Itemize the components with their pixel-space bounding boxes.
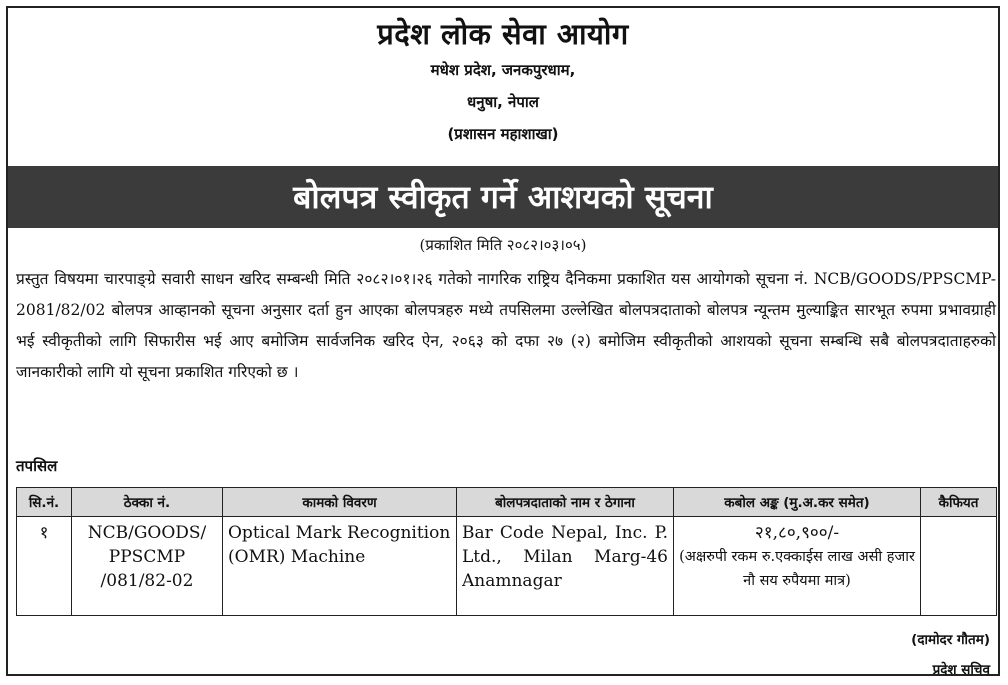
- header-amount: कबोल अङ्क (मु.अ.कर समेत): [674, 488, 921, 517]
- schedule-label: तपसिल: [16, 457, 58, 475]
- notice-document: [6, 6, 1000, 676]
- amount-in-words: (अक्षरुपी रकम रु.एक्काईस लाख असी हजार नौ सय रुपैयमा मात्र): [679, 549, 915, 589]
- notice-header: [8, 8, 998, 150]
- cell-contract-no: NCB/GOODS/ PPSCMP /081/82-02: [72, 517, 223, 616]
- organization-title: प्रदेश लोक सेवा आयोग: [377, 17, 629, 51]
- bid-results-table: [16, 487, 997, 616]
- header-bidder: बोलपत्रदाताको नाम र ठेगाना: [457, 488, 674, 517]
- signatory-name: (दामोदर गौतम): [911, 632, 990, 648]
- signatory-block: [911, 625, 990, 685]
- table-row: [17, 517, 997, 616]
- cell-bidder: Bar Code Nepal, Inc. P. Ltd., Milan Marg-46 Anamnagar: [457, 517, 674, 616]
- cell-serial-no: १: [17, 517, 72, 616]
- header-contract-no: ठेक्का नं.: [72, 488, 223, 517]
- amount-figure: २१,८०,९००/-: [754, 523, 840, 543]
- cell-amount: [674, 517, 921, 616]
- table-header-row: [17, 488, 997, 517]
- address-line-1: मधेश प्रदेश, जनकपुरधाम,: [430, 61, 576, 79]
- header-serial-no: सि.नं.: [17, 488, 72, 517]
- signatory-designation: प्रदेश सचिव: [932, 662, 990, 678]
- department-name: (प्रशासन महाशाखा): [447, 125, 559, 143]
- cell-description: Optical Mark Recognition (OMR) Machine: [223, 517, 457, 616]
- header-description: कामको विवरण: [223, 488, 457, 517]
- notice-title-banner: बोलपत्र स्वीकृत गर्ने आशयको सूचना: [8, 166, 998, 228]
- cell-remarks: [921, 517, 997, 616]
- address-line-2: धनुषा, नेपाल: [467, 93, 539, 111]
- notice-body-paragraph: प्रस्तुत विषयमा चारपाङ्ग्रे सवारी साधन खरिद सम्बन्धी मिति २०८२।०१।२६ गतेको नागरिक राष्ट्रिय दैनिकमा प्रकाशित यस आयोगको सूचना नं. NCB/GOODS/PPSCMP-2081/82/02 बोलपत्र आव्हानको सूचना अनुसार दर्ता हुन आएका बोलपत्रहरु मध्ये तपसिलमा उल्लेखित बोलपत्रदाताको बोलपत्र न्यून्तम मुल्याङ्कित सारभूत रुपमा प्रभावग्राही भई स्वीकृतीको लागि सिफारीस भई आए बमोजिम सार्वजनिक खरिद ऐन, २०६३ को दफा २७ (२) बमोजिम स्वीकृतीको आशयको सूचना सम्बन्धि सबै बोलपत्रदाताहरुको जानकारीको लागि यो सूचना प्रकाशित गरिएको छ ।: [16, 270, 996, 381]
- header-remarks: कैफियत: [921, 488, 997, 517]
- published-date: (प्रकाशित मिति २०८२।०३।०५): [419, 236, 587, 254]
